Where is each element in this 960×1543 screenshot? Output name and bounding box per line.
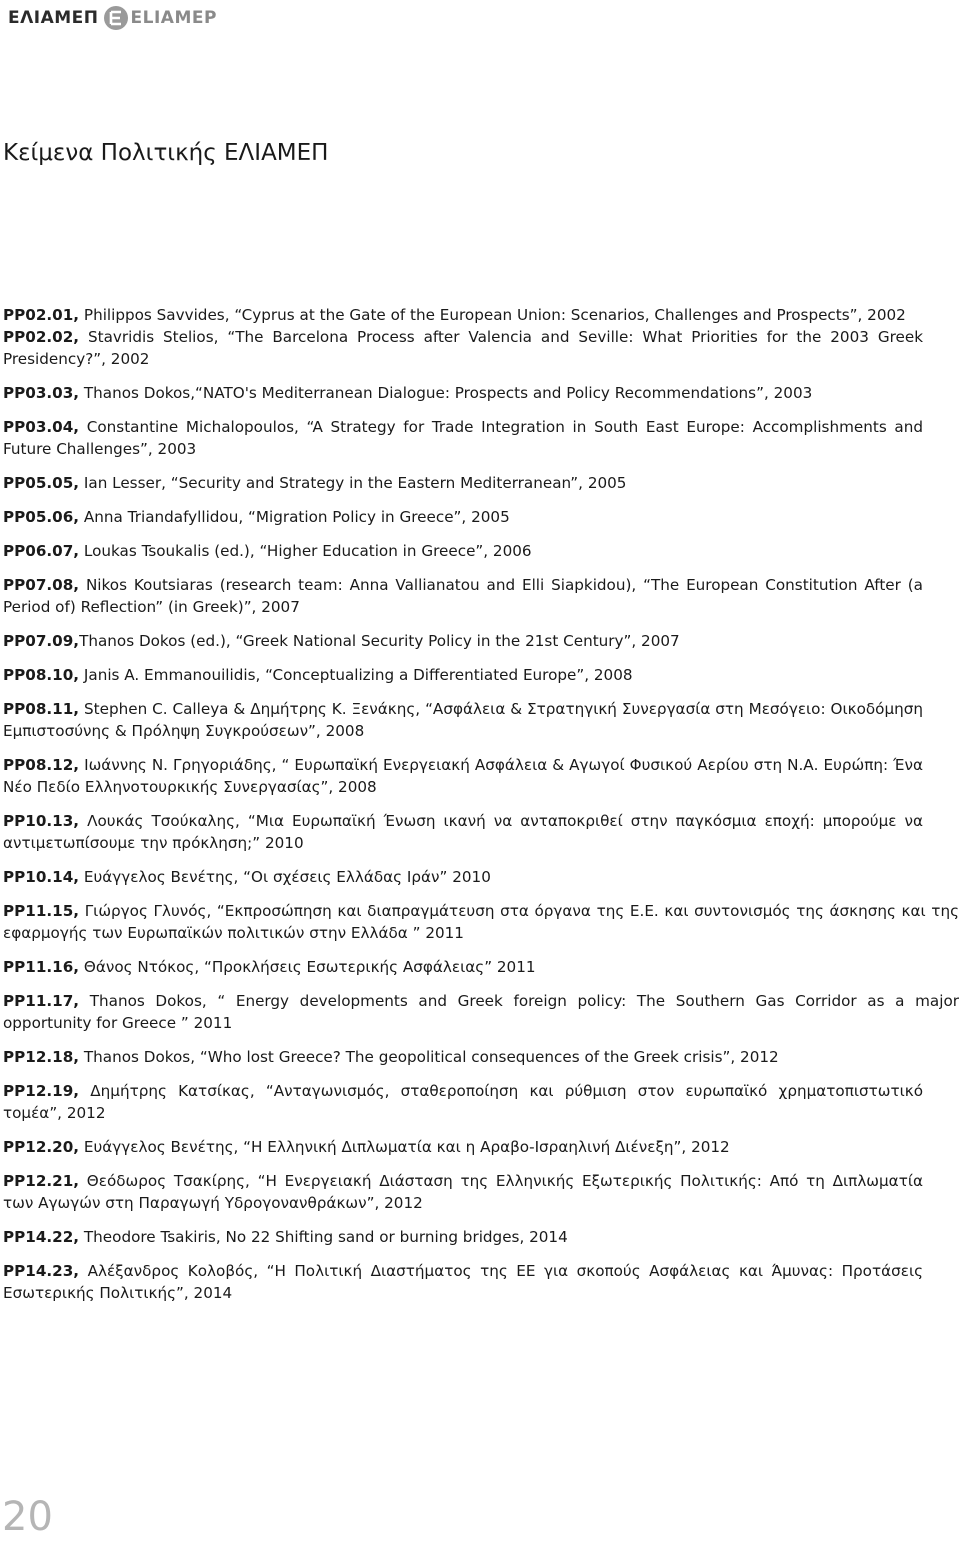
paper-details: Ian Lesser, “Security and Strategy in the Eastern Mediterranean”, 2005 <box>79 474 627 492</box>
paper-code: PP02.02, <box>3 328 80 346</box>
paper-code: PP05.05, <box>3 474 80 492</box>
paper-details: Θάνος Ντόκος, “Προκλήσεις Εσωτερικής Ασφάλειας” 2011 <box>79 958 536 976</box>
list-item <box>3 630 923 652</box>
list-item <box>3 754 923 798</box>
list-item <box>3 810 923 854</box>
list-item <box>3 416 923 460</box>
paper-details: Thanos Dokos,“NATO's Mediterranean Dialogue: Prospects and Policy Recommendations”, 2003 <box>79 384 813 402</box>
list-item <box>3 304 923 326</box>
list-item <box>3 326 923 370</box>
list-item <box>3 540 923 562</box>
paper-details: Nikos Koutsiaras (research team: Anna Vallianatou and Elli Siapkidou), “The European Constitution After (a Period of) Reflection” (in Greek)”, 2007 <box>3 576 923 616</box>
list-item <box>3 1046 923 1068</box>
paper-code: PP11.17, <box>3 992 80 1010</box>
paper-details: Δημήτρης Κατσίκας, “Ανταγωνισμός, σταθεροποίηση και ρύθμιση στον ευρωπαϊκό χρηματοπιστωτικό τομέα”, 2012 <box>3 1082 923 1122</box>
paper-details: Theodore Tsakiris, No 22 Shifting sand or burning bridges, 2014 <box>79 1228 568 1246</box>
paper-code: PP08.11, <box>3 700 80 718</box>
logo-latin-text: ELIAMEP <box>130 8 217 28</box>
paper-details: Γιώργος Γλυνός, “Εκπροσώπηση και διαπραγμάτευση στα όργανα της Ε.Ε. και συντονισμός της άσκησης και της εφαρμογής των Ευρωπαϊκών πολιτικών στην Ελλάδα ” 2011 <box>3 902 959 942</box>
policy-paper-list <box>3 304 959 1316</box>
paper-code: PP12.18, <box>3 1048 80 1066</box>
paper-code: PP11.15, <box>3 902 80 920</box>
list-item <box>3 574 923 618</box>
eliamep-logo <box>8 5 217 31</box>
eliamep-emblem-icon <box>103 5 129 31</box>
list-item <box>3 382 923 404</box>
list-item <box>3 900 959 944</box>
paper-code: PP03.04, <box>3 418 80 436</box>
paper-code: PP10.14, <box>3 868 80 886</box>
paper-code: PP02.01, <box>3 306 80 324</box>
list-item <box>3 1080 923 1124</box>
paper-code: PP06.07, <box>3 542 80 560</box>
paper-details: Loukas Tsoukalis (ed.), “Higher Education in Greece”, 2006 <box>79 542 532 560</box>
paper-details: Αλέξανδρος Κολοβός, “Η Πολιτική Διαστήματος της ΕΕ για σκοπούς Ασφάλειας και Άμυνας: Προτάσεις Εσωτερικής Πολιτικής”, 2014 <box>3 1262 923 1302</box>
paper-details: Ευάγγελος Βενέτης, “Οι σχέσεις Ελλάδας Ιράν” 2010 <box>79 868 491 886</box>
list-item <box>3 1170 923 1214</box>
paper-details: Ιωάννης Ν. Γρηγοριάδης, “ Ευρωπαϊκή Ενεργειακή Ασφάλεια & Αγωγοί Φυσικού Αερίου στη Ν.Α. Ευρώπη: Ένα Νέο Πεδίο Ελληνοτουρκικής Συνεργασίας”, 2008 <box>3 756 923 796</box>
list-item <box>3 1136 923 1158</box>
list-item <box>3 506 923 528</box>
paper-details: Θεόδωρος Τσακίρης, “Η Ενεργειακή Διάσταση της Ελληνικής Εξωτερικής Πολιτικής: Από τη Διπλωματία των Αγωγών στη Παραγωγή Υδρογονανθράκων”, 2012 <box>3 1172 923 1212</box>
list-item <box>3 956 923 978</box>
logo-greek-text: ΕΛΙΑΜΕΠ <box>8 8 99 28</box>
list-item <box>3 1260 923 1304</box>
paper-code: PP08.10, <box>3 666 80 684</box>
paper-code: PP11.16, <box>3 958 80 976</box>
paper-code: PP03.03, <box>3 384 80 402</box>
paper-details: Philippos Savvides, “Cyprus at the Gate of the European Union: Scenarios, Challenges and Prospects”, 2002 <box>79 306 906 324</box>
list-item <box>3 1226 923 1248</box>
paper-code: PP07.09, <box>3 632 80 650</box>
paper-details: Thanos Dokos (ed.), “Greek National Security Policy in the 21st Century”, 2007 <box>79 632 680 650</box>
paper-code: PP12.19, <box>3 1082 80 1100</box>
list-item <box>3 698 923 742</box>
page-title: Κείμενα Πολιτικής ΕΛΙΑΜΕΠ <box>3 140 329 166</box>
paper-details: Anna Triandafyllidou, “Migration Policy in Greece”, 2005 <box>79 508 510 526</box>
paper-code: PP10.13, <box>3 812 80 830</box>
paper-code: PP12.20, <box>3 1138 80 1156</box>
paper-code: PP08.12, <box>3 756 80 774</box>
paper-code: PP12.21, <box>3 1172 80 1190</box>
list-item <box>3 990 959 1034</box>
paper-details: Janis A. Emmanouilidis, “Conceptualizing a Differentiated Europe”, 2008 <box>79 666 633 684</box>
paper-details: Thanos Dokos, “ Energy developments and Greek foreign policy: The Southern Gas Corridor as a major opportunity for Greece ” 2011 <box>3 992 959 1032</box>
paper-details: Stavridis Stelios, “The Barcelona Process after Valencia and Seville: What Priorities for the 2003 Greek Presidency?”, 2002 <box>3 328 923 368</box>
page-number: 20 <box>2 1494 53 1540</box>
list-item <box>3 866 923 888</box>
paper-details: Constantine Michalopoulos, “A Strategy for Trade Integration in South East Europe: Accomplishments and Future Challenges”, 2003 <box>3 418 923 458</box>
list-item <box>3 472 923 494</box>
list-item <box>3 664 923 686</box>
paper-details: Thanos Dokos, “Who lost Greece? The geopolitical consequences of the Greek crisis”, 2012 <box>79 1048 779 1066</box>
paper-code: PP14.23, <box>3 1262 80 1280</box>
paper-code: PP07.08, <box>3 576 80 594</box>
paper-details: Λουκάς Τσούκαλης, “Μια Ευρωπαϊκή Ένωση ικανή να ανταποκριθεί στην παγκόσμια εποχή: μπορούμε να αντιμετωπίσουμε την πρόκληση;” 2010 <box>3 812 923 852</box>
paper-details: Stephen C. Calleya & Δημήτρης Κ. Ξενάκης, “Ασφάλεια & Στρατηγική Συνεργασία στη Μεσόγειο: Οικοδόμηση Εμπιστοσύνης & Πρόληψη Συγκρούσεων”, 2008 <box>3 700 923 740</box>
paper-details: Ευάγγελος Βενέτης, “Η Ελληνική Διπλωματία και η Αραβο-Ισραηλινή Διένεξη”, 2012 <box>79 1138 730 1156</box>
paper-code: PP05.06, <box>3 508 80 526</box>
paper-code: PP14.22, <box>3 1228 80 1246</box>
